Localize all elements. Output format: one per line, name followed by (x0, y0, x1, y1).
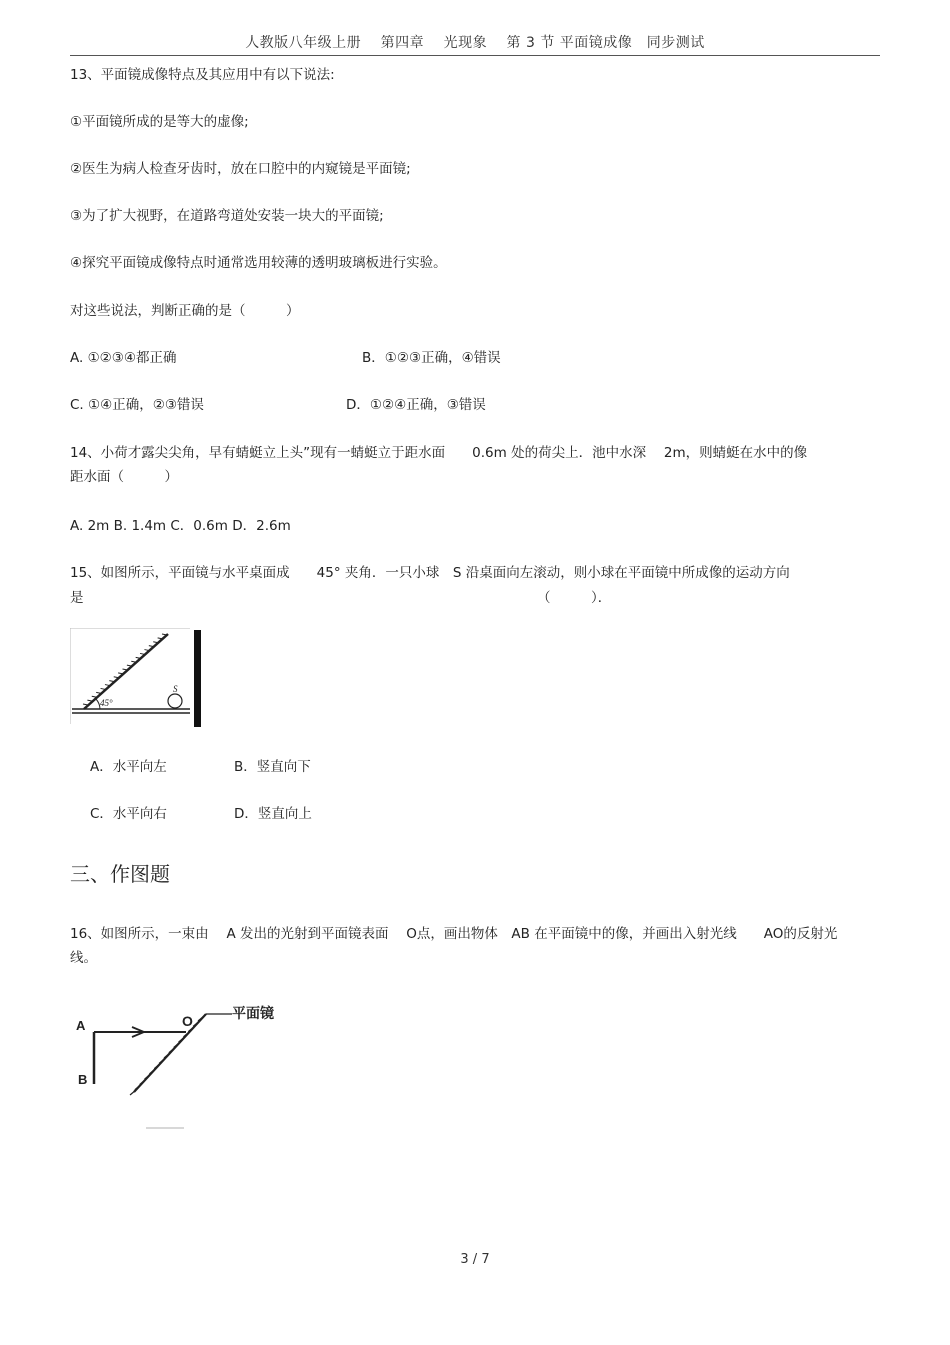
q16-label-o: O (182, 1013, 193, 1029)
hatch-mark (105, 685, 110, 686)
q13-statement-2: ②医生为病人检查牙齿时，放在口腔中的内窥镜是平面镜; (70, 161, 411, 177)
q15-wall (194, 630, 201, 727)
q16-mirror-hatching (130, 1016, 204, 1095)
hatch-mark (130, 1090, 136, 1095)
q15-stem-line2: 是 (70, 590, 84, 606)
q16-label-b: B (78, 1072, 88, 1087)
hatch-mark (118, 673, 123, 674)
q16-stem-line2: 线。 (70, 950, 97, 966)
hatch-mark (87, 700, 92, 701)
page-header: 人教版八年级上册 第四章 光现象 第 3 节 平面镜成像 同步测试 (245, 35, 705, 51)
hatch-mark (101, 688, 106, 689)
q13-statement-1: ①平面镜所成的是等大的虚像; (70, 114, 249, 130)
hatch-mark (83, 704, 88, 705)
q15-option-d: D．竖直向上 (234, 806, 312, 822)
q15-option-a: A．水平向左 (90, 759, 167, 775)
q16-stem-line1: 16、如图所示，一束由 A 发出的光射到平面镜表面 O点，画出物体 AB 在平面镜中的像，并画出入射光线 AO的反射光 (70, 926, 838, 942)
header-divider (70, 55, 880, 56)
q13-statement-4: ④探究平面镜成像特点时通常选用较薄的透明玻璃板进行实验。 (70, 255, 447, 271)
q13-option-b: B．①②③正确，④错误 (362, 350, 501, 366)
q15-stem-line1: 15、如图所示，平面镜与水平桌面成 45° 夹角．一只小球 S 沿桌面向左滚动，则小球在平面镜中所成像的运动方向 (70, 565, 790, 581)
q14-options: A. 2m B. 1.4m C．0.6m D．2.6m (70, 518, 291, 534)
q14-stem-line1: 14、小荷才露尖尖角，早有蜻蜓立上头”现有一蜻蜓立于距水面 0.6m 处的荷尖上．池中水深 2m，则蜻蜓在水中的像 (70, 445, 808, 461)
section-title: 三、作图题 (70, 862, 170, 886)
hatch-mark (96, 692, 101, 693)
hatch-mark (109, 681, 114, 682)
q13-option-c: C. ①④正确，②③错误 (70, 397, 204, 413)
hatch-mark (123, 669, 128, 670)
q16-label-mirror: 平面镜 (232, 1006, 274, 1022)
q15-ball-label: S (173, 684, 178, 694)
q13-option-d: D．①②④正确，③错误 (346, 397, 486, 413)
q13-question: 对这些说法，判断正确的是（ ） (70, 303, 300, 319)
q13-stem: 13、平面镜成像特点及其应用中有以下说法: (70, 67, 335, 83)
q13-option-a: A. ①②③④都正确 (70, 350, 177, 366)
q15-answer-bracket: （ ）． (537, 590, 612, 606)
page-number: 3 / 7 (460, 1252, 490, 1267)
q15-mirror-line (84, 634, 168, 709)
q14-stem-line2: 距水面（ ） (70, 469, 178, 485)
q15-angle-label: 45° (100, 698, 113, 708)
q15-option-c: C．水平向右 (90, 806, 167, 822)
q13-statement-3: ③为了扩大视野，在道路弯道处安装一块大的平面镜; (70, 208, 384, 224)
q15-option-b: B．竖直向下 (234, 759, 311, 775)
q15-ball (168, 694, 182, 708)
q16-mirror-figure (72, 996, 292, 1134)
q16-label-a: A (76, 1018, 86, 1033)
q15-table (72, 709, 190, 713)
hatch-mark (92, 696, 97, 697)
hatch-mark (114, 677, 119, 678)
q15-mirror-figure (70, 628, 202, 728)
